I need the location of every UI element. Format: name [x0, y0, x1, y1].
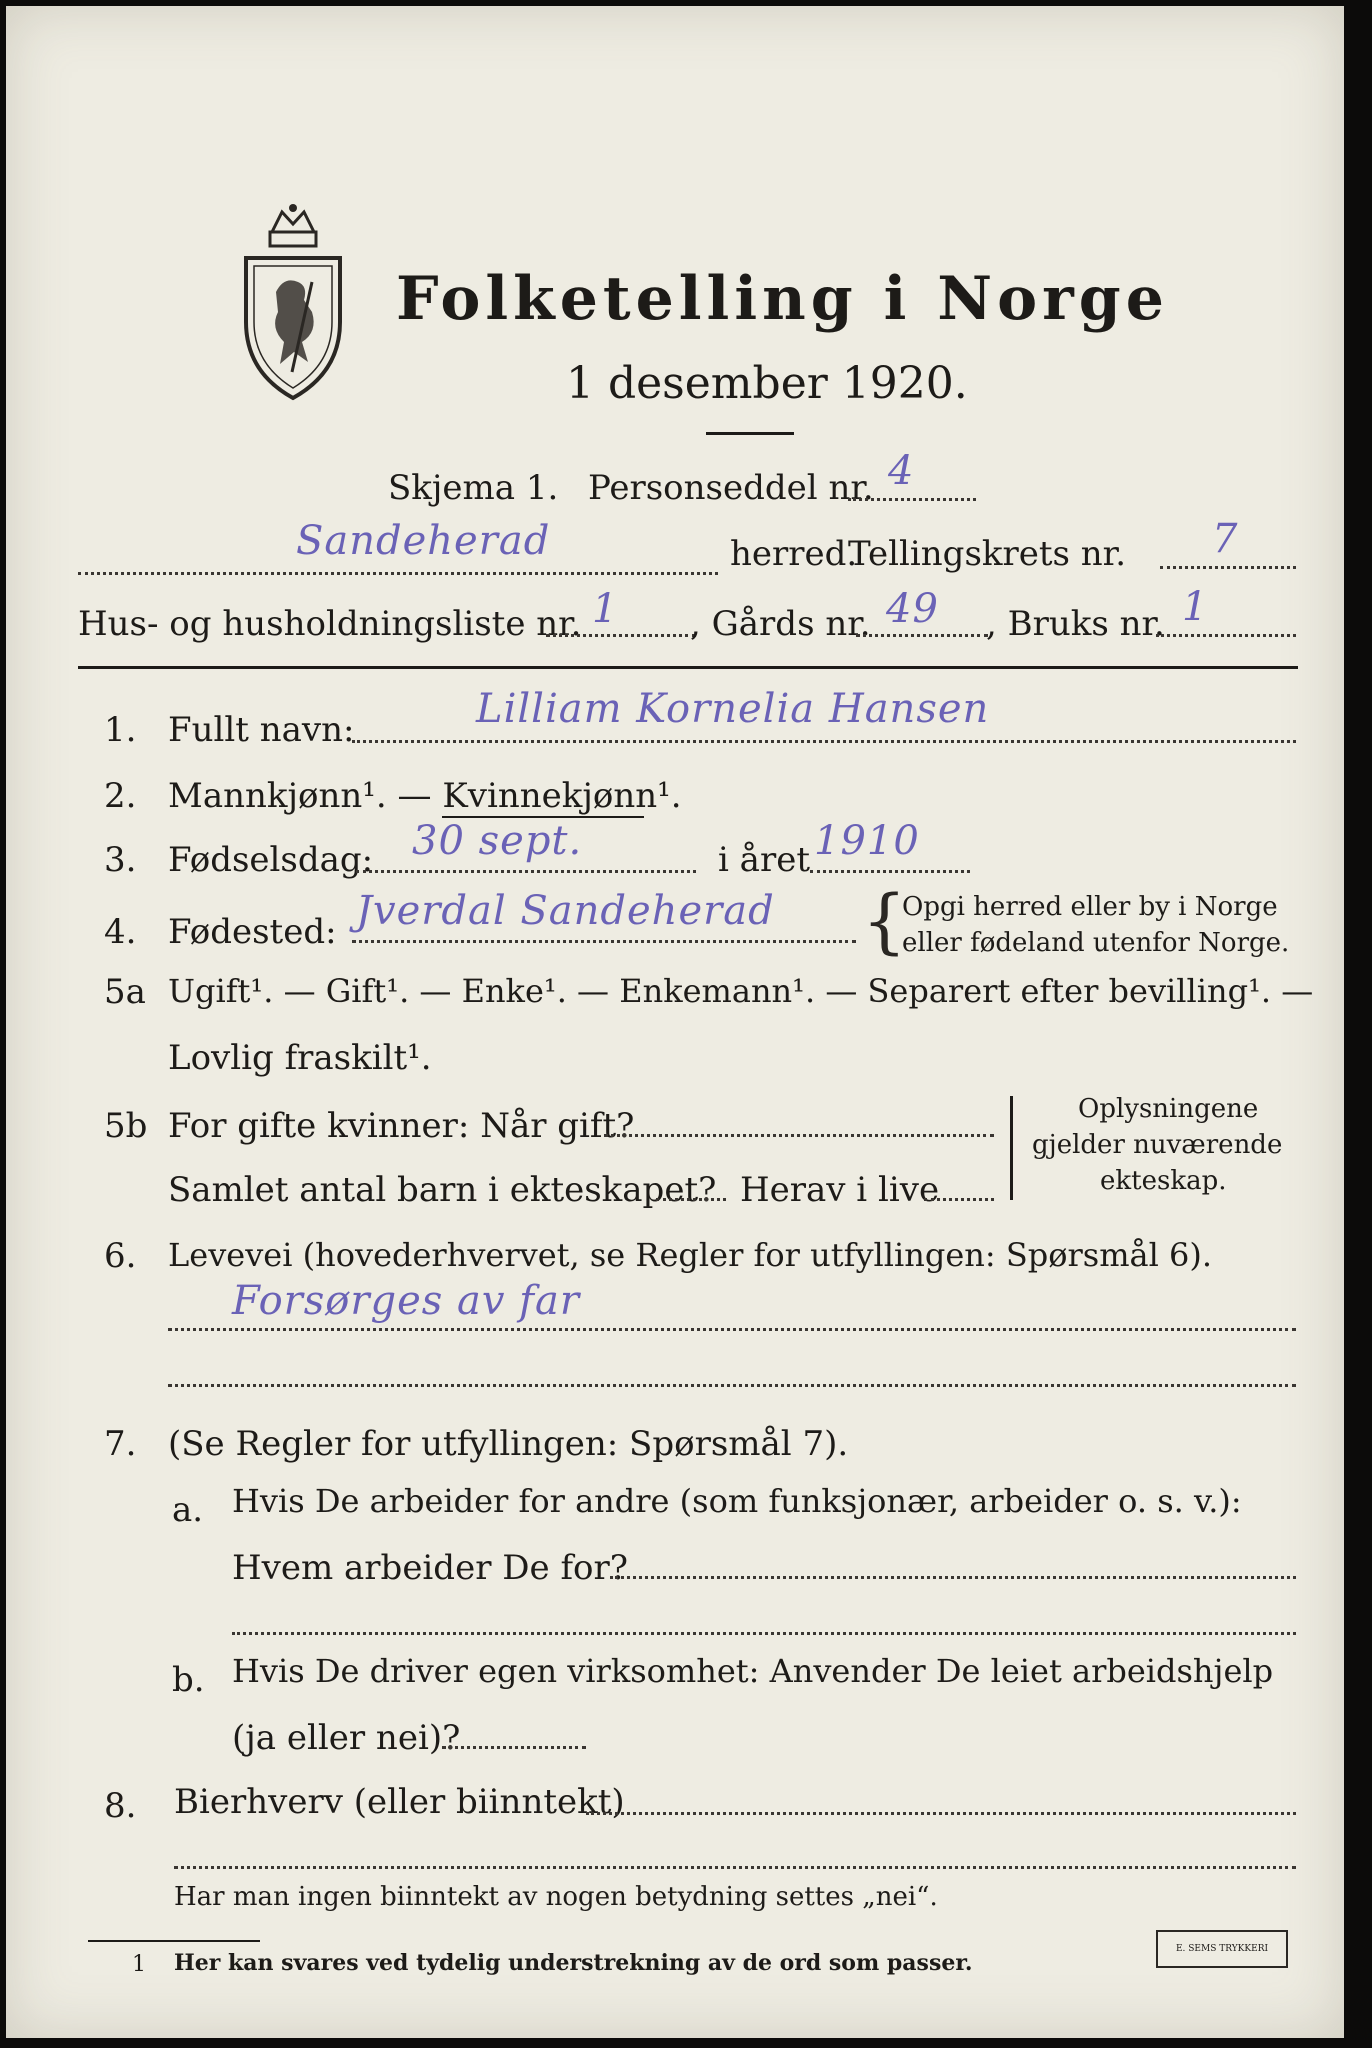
- footnote-rule: [88, 1940, 260, 1942]
- footnote-mark: 1: [132, 1952, 146, 1977]
- header-rule: [78, 666, 1298, 669]
- q5b-alive-label: Herav i live: [740, 1170, 940, 1210]
- q4-field-line: [352, 940, 856, 943]
- marital-status-options: Ugift¹. — Gift¹. — Enke¹. — Enkemann¹. — Separert efter bevilling¹. —: [168, 972, 1314, 1010]
- q7b-line2: (ja eller nei)?: [232, 1718, 461, 1758]
- q4-number: 4.: [104, 912, 137, 952]
- title-divider: [706, 432, 794, 435]
- printer-name: E. SEMS TRYKKERI: [1175, 1944, 1269, 1954]
- q5b-children-label: Samlet antal barn i ekteskapet?: [168, 1170, 717, 1210]
- marital-status-options-cont: Lovlig fraskilt¹.: [168, 1038, 432, 1078]
- q8-label: Bierhverv (eller biinntekt): [174, 1782, 625, 1822]
- q7-number: 7.: [104, 1424, 137, 1464]
- bruks-value[interactable]: 1: [1182, 584, 1209, 630]
- birthday-value[interactable]: 30 sept.: [412, 818, 583, 864]
- gards-label: , Gårds nr.: [690, 604, 871, 644]
- full-name-value[interactable]: Lilliam Kornelia Hansen: [476, 686, 990, 732]
- tellingskrets-label: Tellingskrets nr.: [848, 534, 1127, 574]
- q3-year-label: i året: [718, 840, 810, 880]
- herred-label: herred.: [730, 534, 858, 574]
- q5b-note-line2: gjelder nuværende: [1032, 1130, 1283, 1160]
- q2-number: 2.: [104, 776, 137, 816]
- q6-number: 6.: [104, 1236, 137, 1276]
- skjema-label: Skjema 1.: [388, 468, 559, 508]
- q5b-alive-line: [924, 1198, 994, 1201]
- hus-label: Hus- og husholdningsliste nr.: [78, 604, 582, 644]
- q7a-field-line1: [610, 1576, 1296, 1579]
- footnote-text: Her kan svares ved tydelig understrekning av de ord som passer.: [174, 1950, 973, 1976]
- birth-year-value[interactable]: 1910: [814, 818, 920, 864]
- q3-label: Fødselsdag:: [168, 840, 374, 880]
- hus-field-line: [546, 634, 696, 637]
- q4-note-line2: eller fødeland utenfor Norge.: [902, 928, 1290, 958]
- q7b-letter: b.: [172, 1660, 205, 1700]
- q5b-number: 5b: [104, 1106, 148, 1146]
- birthplace-value[interactable]: Jverdal Sandeherad: [356, 888, 775, 934]
- q8-number: 8.: [104, 1786, 137, 1826]
- q5b-children-line: [656, 1198, 726, 1201]
- footer-note: Har man ingen biinntekt av nogen betydning settes „nei“.: [174, 1882, 938, 1912]
- printer-stamp: [1156, 1930, 1288, 1968]
- personseddel-field-line: [848, 498, 976, 501]
- gender-options: Mannkjønn¹. — Kvinnekjønn¹.: [168, 776, 682, 816]
- personseddel-label: Personseddel nr.: [588, 468, 874, 508]
- q6-field-line1: [168, 1328, 1296, 1331]
- form-title: Folketelling i Norge: [396, 264, 1169, 334]
- census-form-page: [6, 6, 1344, 2038]
- q1-number: 1.: [104, 710, 137, 750]
- q7-label: (Se Regler for utfyllingen: Spørsmål 7).: [168, 1424, 849, 1464]
- q4-brace: {: [862, 880, 907, 962]
- gards-value[interactable]: 49: [886, 586, 939, 632]
- bruks-label: , Bruks nr.: [986, 604, 1165, 644]
- census-date: 1 desember 1920.: [566, 358, 968, 409]
- q6-field-line2: [168, 1384, 1296, 1387]
- q4-label: Fødested:: [168, 912, 337, 952]
- herred-value[interactable]: Sandeherad: [296, 518, 551, 564]
- tellingskrets-value[interactable]: 7: [1212, 516, 1239, 562]
- coat-of-arms-icon: [232, 202, 354, 402]
- q3-year-line: [810, 870, 970, 873]
- q5b-brace: [1010, 1096, 1013, 1200]
- q3-number: 3.: [104, 840, 137, 880]
- gards-field-line: [856, 634, 988, 637]
- q5a-number: 5a: [104, 972, 146, 1012]
- q1-field-line: [352, 740, 1296, 743]
- q4-note-line1: Opgi herred eller by i Norge: [902, 892, 1278, 922]
- q7a-line2: Hvem arbeider De for?: [232, 1548, 628, 1588]
- q5b-note-line3: ekteskap.: [1100, 1166, 1227, 1196]
- q7b-field-line: [442, 1746, 586, 1749]
- bruks-field-line: [1156, 634, 1296, 637]
- q7a-letter: a.: [172, 1490, 204, 1530]
- occupation-value[interactable]: Forsørges av far: [232, 1278, 580, 1324]
- herred-field-line: [78, 572, 718, 575]
- q8-field-line2: [174, 1866, 1296, 1869]
- hus-value[interactable]: 1: [592, 586, 619, 632]
- q1-label: Fullt navn:: [168, 710, 355, 750]
- q5b-note-line1: Oplysningene: [1078, 1094, 1259, 1124]
- q6-label: Levevei (hovederhvervet, se Regler for utfyllingen: Spørsmål 6).: [168, 1236, 1213, 1274]
- q7b-line1: Hvis De driver egen virksomhet: Anvender De leiet arbeidshjelp: [232, 1652, 1274, 1690]
- q3-field-line: [356, 870, 696, 873]
- q7a-field-line2: [232, 1632, 1296, 1635]
- q5b-married-line: [604, 1134, 994, 1137]
- q8-field-line1: [586, 1812, 1296, 1815]
- q5b-line1: For gifte kvinner: Når gift?: [168, 1106, 635, 1146]
- tellingskrets-field-line: [1160, 566, 1296, 569]
- personseddel-value[interactable]: 4: [888, 448, 915, 494]
- q7a-line1: Hvis De arbeider for andre (som funksjonær, arbeider o. s. v.):: [232, 1482, 1242, 1520]
